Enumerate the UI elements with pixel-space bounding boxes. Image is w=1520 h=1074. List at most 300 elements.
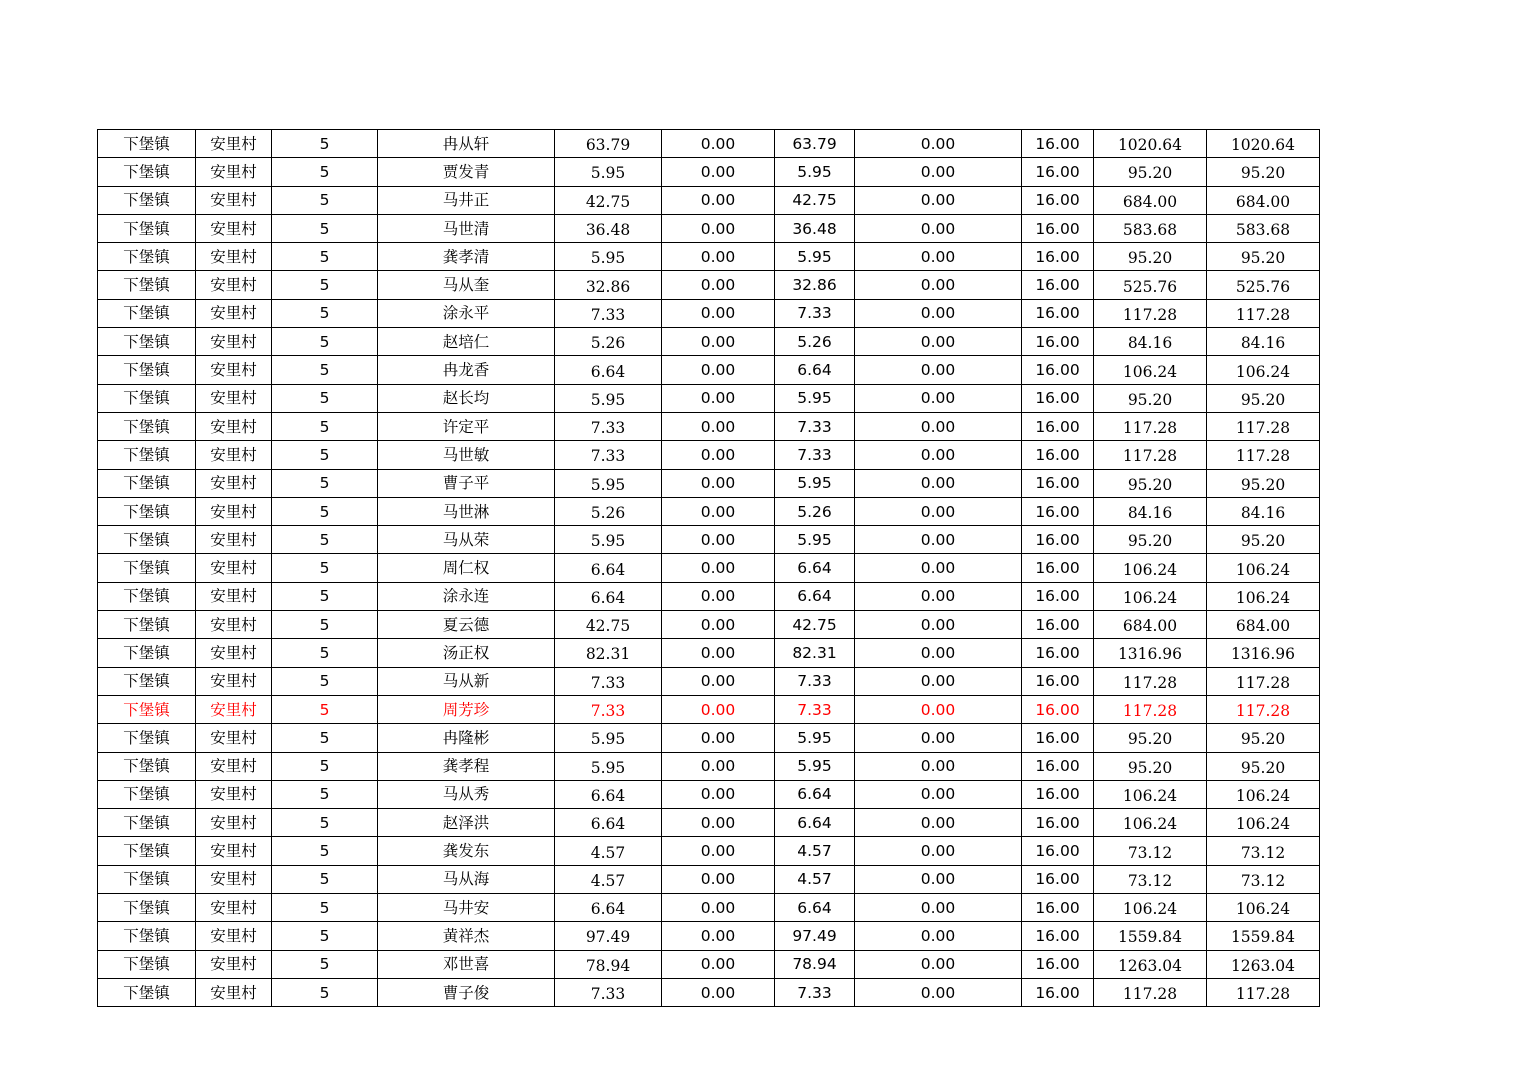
town-cell: 下堡镇 [98, 214, 196, 242]
col5-cell: 5.95 [555, 243, 662, 271]
col10-cell: 84.16 [1094, 497, 1207, 525]
col7-cell: 7.33 [775, 978, 855, 1006]
name-cell: 龚孝程 [378, 752, 555, 780]
town-cell: 下堡镇 [98, 695, 196, 723]
col7-cell: 5.95 [775, 526, 855, 554]
table-row [98, 441, 1320, 469]
town-cell: 下堡镇 [98, 582, 196, 610]
town-cell: 下堡镇 [98, 243, 196, 271]
col10-cell: 84.16 [1094, 328, 1207, 356]
col10-cell: 73.12 [1094, 837, 1207, 865]
group-cell: 5 [272, 214, 378, 242]
col10-cell: 1559.84 [1094, 922, 1207, 950]
col5-cell: 5.95 [555, 752, 662, 780]
col6-cell: 0.00 [662, 441, 775, 469]
col11-cell: 117.28 [1207, 441, 1320, 469]
name-cell: 马从秀 [378, 780, 555, 808]
col10-cell: 95.20 [1094, 158, 1207, 186]
col11-cell: 106.24 [1207, 809, 1320, 837]
group-cell: 5 [272, 639, 378, 667]
col11-cell: 106.24 [1207, 780, 1320, 808]
col7-cell: 5.95 [775, 469, 855, 497]
col7-cell: 36.48 [775, 214, 855, 242]
name-cell: 马世淋 [378, 497, 555, 525]
col6-cell: 0.00 [662, 809, 775, 837]
col9-cell: 16.00 [1022, 809, 1094, 837]
col5-cell: 5.95 [555, 526, 662, 554]
col9-cell: 16.00 [1022, 639, 1094, 667]
col7-cell: 63.79 [775, 130, 855, 158]
village-cell: 安里村 [196, 752, 272, 780]
col5-cell: 7.33 [555, 667, 662, 695]
group-cell: 5 [272, 158, 378, 186]
col11-cell: 117.28 [1207, 412, 1320, 440]
town-cell: 下堡镇 [98, 894, 196, 922]
col8-cell: 0.00 [855, 214, 1022, 242]
col8-cell: 0.00 [855, 752, 1022, 780]
col10-cell: 95.20 [1094, 469, 1207, 497]
town-cell: 下堡镇 [98, 611, 196, 639]
col11-cell: 684.00 [1207, 186, 1320, 214]
col9-cell: 16.00 [1022, 922, 1094, 950]
col10-cell: 95.20 [1094, 384, 1207, 412]
table-row [98, 186, 1320, 214]
col11-cell: 106.24 [1207, 582, 1320, 610]
col7-cell: 7.33 [775, 412, 855, 440]
group-cell: 5 [272, 186, 378, 214]
col10-cell: 106.24 [1094, 554, 1207, 582]
name-cell: 曹子俊 [378, 978, 555, 1006]
col8-cell: 0.00 [855, 667, 1022, 695]
village-cell: 安里村 [196, 130, 272, 158]
col10-cell: 117.28 [1094, 978, 1207, 1006]
village-cell: 安里村 [196, 158, 272, 186]
town-cell: 下堡镇 [98, 922, 196, 950]
name-cell: 马从荣 [378, 526, 555, 554]
col7-cell: 42.75 [775, 611, 855, 639]
col8-cell: 0.00 [855, 639, 1022, 667]
col8-cell: 0.00 [855, 130, 1022, 158]
group-cell: 5 [272, 441, 378, 469]
village-cell: 安里村 [196, 497, 272, 525]
col7-cell: 5.26 [775, 497, 855, 525]
table-row [98, 582, 1320, 610]
town-cell: 下堡镇 [98, 554, 196, 582]
village-cell: 安里村 [196, 865, 272, 893]
col7-cell: 97.49 [775, 922, 855, 950]
col11-cell: 1559.84 [1207, 922, 1320, 950]
col6-cell: 0.00 [662, 554, 775, 582]
table-row [98, 214, 1320, 242]
col8-cell: 0.00 [855, 412, 1022, 440]
col11-cell: 117.28 [1207, 695, 1320, 723]
col8-cell: 0.00 [855, 299, 1022, 327]
town-cell: 下堡镇 [98, 186, 196, 214]
col10-cell: 106.24 [1094, 582, 1207, 610]
village-cell: 安里村 [196, 271, 272, 299]
table-row [98, 950, 1320, 978]
col5-cell: 7.33 [555, 412, 662, 440]
col6-cell: 0.00 [662, 780, 775, 808]
town-cell: 下堡镇 [98, 271, 196, 299]
col6-cell: 0.00 [662, 695, 775, 723]
group-cell: 5 [272, 271, 378, 299]
name-cell: 涂永连 [378, 582, 555, 610]
village-cell: 安里村 [196, 384, 272, 412]
col9-cell: 16.00 [1022, 752, 1094, 780]
col5-cell: 6.64 [555, 582, 662, 610]
name-cell: 马从奎 [378, 271, 555, 299]
col11-cell: 525.76 [1207, 271, 1320, 299]
col5-cell: 6.64 [555, 554, 662, 582]
table-row [98, 130, 1320, 158]
col5-cell: 7.33 [555, 441, 662, 469]
town-cell: 下堡镇 [98, 752, 196, 780]
col6-cell: 0.00 [662, 271, 775, 299]
table-row [98, 809, 1320, 837]
town-cell: 下堡镇 [98, 780, 196, 808]
col6-cell: 0.00 [662, 611, 775, 639]
col5-cell: 42.75 [555, 186, 662, 214]
col9-cell: 16.00 [1022, 441, 1094, 469]
col6-cell: 0.00 [662, 667, 775, 695]
col5-cell: 6.64 [555, 356, 662, 384]
col7-cell: 42.75 [775, 186, 855, 214]
name-cell: 马从海 [378, 865, 555, 893]
col10-cell: 95.20 [1094, 724, 1207, 752]
col9-cell: 16.00 [1022, 328, 1094, 356]
town-cell: 下堡镇 [98, 158, 196, 186]
col6-cell: 0.00 [662, 186, 775, 214]
col5-cell: 5.95 [555, 384, 662, 412]
col9-cell: 16.00 [1022, 978, 1094, 1006]
col8-cell: 0.00 [855, 611, 1022, 639]
col5-cell: 6.64 [555, 780, 662, 808]
col8-cell: 0.00 [855, 582, 1022, 610]
col7-cell: 32.86 [775, 271, 855, 299]
town-cell: 下堡镇 [98, 441, 196, 469]
group-cell: 5 [272, 865, 378, 893]
col5-cell: 36.48 [555, 214, 662, 242]
col9-cell: 16.00 [1022, 865, 1094, 893]
group-cell: 5 [272, 894, 378, 922]
table-row [98, 837, 1320, 865]
col8-cell: 0.00 [855, 922, 1022, 950]
group-cell: 5 [272, 752, 378, 780]
col11-cell: 95.20 [1207, 724, 1320, 752]
col8-cell: 0.00 [855, 809, 1022, 837]
col5-cell: 32.86 [555, 271, 662, 299]
col11-cell: 95.20 [1207, 243, 1320, 271]
col7-cell: 7.33 [775, 695, 855, 723]
name-cell: 龚孝清 [378, 243, 555, 271]
town-cell: 下堡镇 [98, 667, 196, 695]
col6-cell: 0.00 [662, 978, 775, 1006]
col11-cell: 84.16 [1207, 328, 1320, 356]
col11-cell: 1020.64 [1207, 130, 1320, 158]
col5-cell: 4.57 [555, 837, 662, 865]
group-cell: 5 [272, 978, 378, 1006]
group-cell: 5 [272, 130, 378, 158]
table-row [98, 667, 1320, 695]
col11-cell: 117.28 [1207, 667, 1320, 695]
col5-cell: 82.31 [555, 639, 662, 667]
col9-cell: 16.00 [1022, 780, 1094, 808]
col11-cell: 95.20 [1207, 158, 1320, 186]
group-cell: 5 [272, 469, 378, 497]
col11-cell: 1263.04 [1207, 950, 1320, 978]
table-row [98, 469, 1320, 497]
table-row [98, 271, 1320, 299]
col6-cell: 0.00 [662, 384, 775, 412]
col10-cell: 1316.96 [1094, 639, 1207, 667]
col9-cell: 16.00 [1022, 497, 1094, 525]
col8-cell: 0.00 [855, 441, 1022, 469]
col6-cell: 0.00 [662, 865, 775, 893]
col10-cell: 1263.04 [1094, 950, 1207, 978]
name-cell: 周芳珍 [378, 695, 555, 723]
col11-cell: 117.28 [1207, 299, 1320, 327]
town-cell: 下堡镇 [98, 412, 196, 440]
name-cell: 冉隆彬 [378, 724, 555, 752]
col6-cell: 0.00 [662, 922, 775, 950]
town-cell: 下堡镇 [98, 526, 196, 554]
col6-cell: 0.00 [662, 214, 775, 242]
town-cell: 下堡镇 [98, 497, 196, 525]
name-cell: 涂永平 [378, 299, 555, 327]
col8-cell: 0.00 [855, 384, 1022, 412]
col11-cell: 684.00 [1207, 611, 1320, 639]
group-cell: 5 [272, 356, 378, 384]
group-cell: 5 [272, 582, 378, 610]
village-cell: 安里村 [196, 639, 272, 667]
col8-cell: 0.00 [855, 695, 1022, 723]
col6-cell: 0.00 [662, 950, 775, 978]
group-cell: 5 [272, 526, 378, 554]
col8-cell: 0.00 [855, 978, 1022, 1006]
table-row [98, 243, 1320, 271]
col5-cell: 4.57 [555, 865, 662, 893]
col5-cell: 78.94 [555, 950, 662, 978]
col8-cell: 0.00 [855, 526, 1022, 554]
col11-cell: 84.16 [1207, 497, 1320, 525]
col10-cell: 95.20 [1094, 526, 1207, 554]
col10-cell: 117.28 [1094, 695, 1207, 723]
col6-cell: 0.00 [662, 526, 775, 554]
col8-cell: 0.00 [855, 328, 1022, 356]
town-cell: 下堡镇 [98, 724, 196, 752]
group-cell: 5 [272, 497, 378, 525]
table-row [98, 497, 1320, 525]
col11-cell: 117.28 [1207, 978, 1320, 1006]
village-cell: 安里村 [196, 978, 272, 1006]
name-cell: 赵长均 [378, 384, 555, 412]
town-cell: 下堡镇 [98, 469, 196, 497]
table-row [98, 894, 1320, 922]
table-row [98, 526, 1320, 554]
table-row [98, 412, 1320, 440]
col10-cell: 117.28 [1094, 441, 1207, 469]
group-cell: 5 [272, 922, 378, 950]
col11-cell: 1316.96 [1207, 639, 1320, 667]
col8-cell: 0.00 [855, 780, 1022, 808]
col5-cell: 5.95 [555, 158, 662, 186]
name-cell: 马井安 [378, 894, 555, 922]
col7-cell: 5.95 [775, 752, 855, 780]
village-cell: 安里村 [196, 809, 272, 837]
col10-cell: 117.28 [1094, 412, 1207, 440]
col7-cell: 7.33 [775, 667, 855, 695]
village-cell: 安里村 [196, 214, 272, 242]
col9-cell: 16.00 [1022, 412, 1094, 440]
town-cell: 下堡镇 [98, 328, 196, 356]
village-cell: 安里村 [196, 469, 272, 497]
col9-cell: 16.00 [1022, 130, 1094, 158]
group-cell: 5 [272, 950, 378, 978]
col7-cell: 4.57 [775, 865, 855, 893]
col10-cell: 106.24 [1094, 356, 1207, 384]
col11-cell: 95.20 [1207, 752, 1320, 780]
col5-cell: 42.75 [555, 611, 662, 639]
col11-cell: 106.24 [1207, 554, 1320, 582]
col9-cell: 16.00 [1022, 582, 1094, 610]
town-cell: 下堡镇 [98, 837, 196, 865]
col7-cell: 82.31 [775, 639, 855, 667]
col10-cell: 525.76 [1094, 271, 1207, 299]
col6-cell: 0.00 [662, 158, 775, 186]
col10-cell: 1020.64 [1094, 130, 1207, 158]
village-cell: 安里村 [196, 186, 272, 214]
name-cell: 汤正权 [378, 639, 555, 667]
name-cell: 邓世喜 [378, 950, 555, 978]
col7-cell: 6.64 [775, 582, 855, 610]
table-row [98, 611, 1320, 639]
group-cell: 5 [272, 384, 378, 412]
village-cell: 安里村 [196, 328, 272, 356]
col7-cell: 6.64 [775, 780, 855, 808]
col6-cell: 0.00 [662, 894, 775, 922]
col9-cell: 16.00 [1022, 554, 1094, 582]
col11-cell: 583.68 [1207, 214, 1320, 242]
col8-cell: 0.00 [855, 554, 1022, 582]
col10-cell: 106.24 [1094, 780, 1207, 808]
village-cell: 安里村 [196, 582, 272, 610]
col8-cell: 0.00 [855, 271, 1022, 299]
village-cell: 安里村 [196, 611, 272, 639]
col11-cell: 95.20 [1207, 526, 1320, 554]
col8-cell: 0.00 [855, 469, 1022, 497]
village-cell: 安里村 [196, 299, 272, 327]
town-cell: 下堡镇 [98, 130, 196, 158]
village-cell: 安里村 [196, 724, 272, 752]
col9-cell: 16.00 [1022, 526, 1094, 554]
name-cell: 许定平 [378, 412, 555, 440]
col8-cell: 0.00 [855, 724, 1022, 752]
col8-cell: 0.00 [855, 950, 1022, 978]
col7-cell: 78.94 [775, 950, 855, 978]
col10-cell: 95.20 [1094, 243, 1207, 271]
name-cell: 赵泽洪 [378, 809, 555, 837]
name-cell: 冉龙香 [378, 356, 555, 384]
col8-cell: 0.00 [855, 243, 1022, 271]
table-row [98, 865, 1320, 893]
col5-cell: 6.64 [555, 809, 662, 837]
col10-cell: 117.28 [1094, 667, 1207, 695]
col7-cell: 5.95 [775, 384, 855, 412]
col11-cell: 95.20 [1207, 469, 1320, 497]
town-cell: 下堡镇 [98, 865, 196, 893]
col10-cell: 117.28 [1094, 299, 1207, 327]
col6-cell: 0.00 [662, 412, 775, 440]
col6-cell: 0.00 [662, 299, 775, 327]
village-cell: 安里村 [196, 441, 272, 469]
village-cell: 安里村 [196, 526, 272, 554]
town-cell: 下堡镇 [98, 978, 196, 1006]
col7-cell: 5.26 [775, 328, 855, 356]
table-row [98, 356, 1320, 384]
col7-cell: 5.95 [775, 243, 855, 271]
col10-cell: 684.00 [1094, 611, 1207, 639]
village-cell: 安里村 [196, 950, 272, 978]
name-cell: 周仁权 [378, 554, 555, 582]
col7-cell: 5.95 [775, 158, 855, 186]
col10-cell: 684.00 [1094, 186, 1207, 214]
col9-cell: 16.00 [1022, 299, 1094, 327]
col9-cell: 16.00 [1022, 186, 1094, 214]
col11-cell: 95.20 [1207, 384, 1320, 412]
group-cell: 5 [272, 412, 378, 440]
group-cell: 5 [272, 837, 378, 865]
col8-cell: 0.00 [855, 837, 1022, 865]
name-cell: 马从新 [378, 667, 555, 695]
col9-cell: 16.00 [1022, 214, 1094, 242]
col9-cell: 16.00 [1022, 695, 1094, 723]
col11-cell: 106.24 [1207, 894, 1320, 922]
col5-cell: 7.33 [555, 695, 662, 723]
col5-cell: 5.26 [555, 328, 662, 356]
group-cell: 5 [272, 695, 378, 723]
col8-cell: 0.00 [855, 497, 1022, 525]
table-row [98, 978, 1320, 1006]
col6-cell: 0.00 [662, 497, 775, 525]
name-cell: 马世敏 [378, 441, 555, 469]
col9-cell: 16.00 [1022, 950, 1094, 978]
village-cell: 安里村 [196, 667, 272, 695]
col7-cell: 6.64 [775, 894, 855, 922]
table-row [98, 780, 1320, 808]
col9-cell: 16.00 [1022, 667, 1094, 695]
col8-cell: 0.00 [855, 865, 1022, 893]
col6-cell: 0.00 [662, 469, 775, 497]
village-cell: 安里村 [196, 780, 272, 808]
table-row [98, 922, 1320, 950]
name-cell: 龚发东 [378, 837, 555, 865]
town-cell: 下堡镇 [98, 950, 196, 978]
col5-cell: 5.95 [555, 724, 662, 752]
col11-cell: 106.24 [1207, 356, 1320, 384]
name-cell: 马世清 [378, 214, 555, 242]
col11-cell: 73.12 [1207, 865, 1320, 893]
col9-cell: 16.00 [1022, 724, 1094, 752]
name-cell: 黄祥杰 [378, 922, 555, 950]
col5-cell: 5.95 [555, 469, 662, 497]
col7-cell: 6.64 [775, 809, 855, 837]
col10-cell: 106.24 [1094, 809, 1207, 837]
col9-cell: 16.00 [1022, 384, 1094, 412]
col7-cell: 5.95 [775, 724, 855, 752]
col6-cell: 0.00 [662, 328, 775, 356]
col9-cell: 16.00 [1022, 243, 1094, 271]
